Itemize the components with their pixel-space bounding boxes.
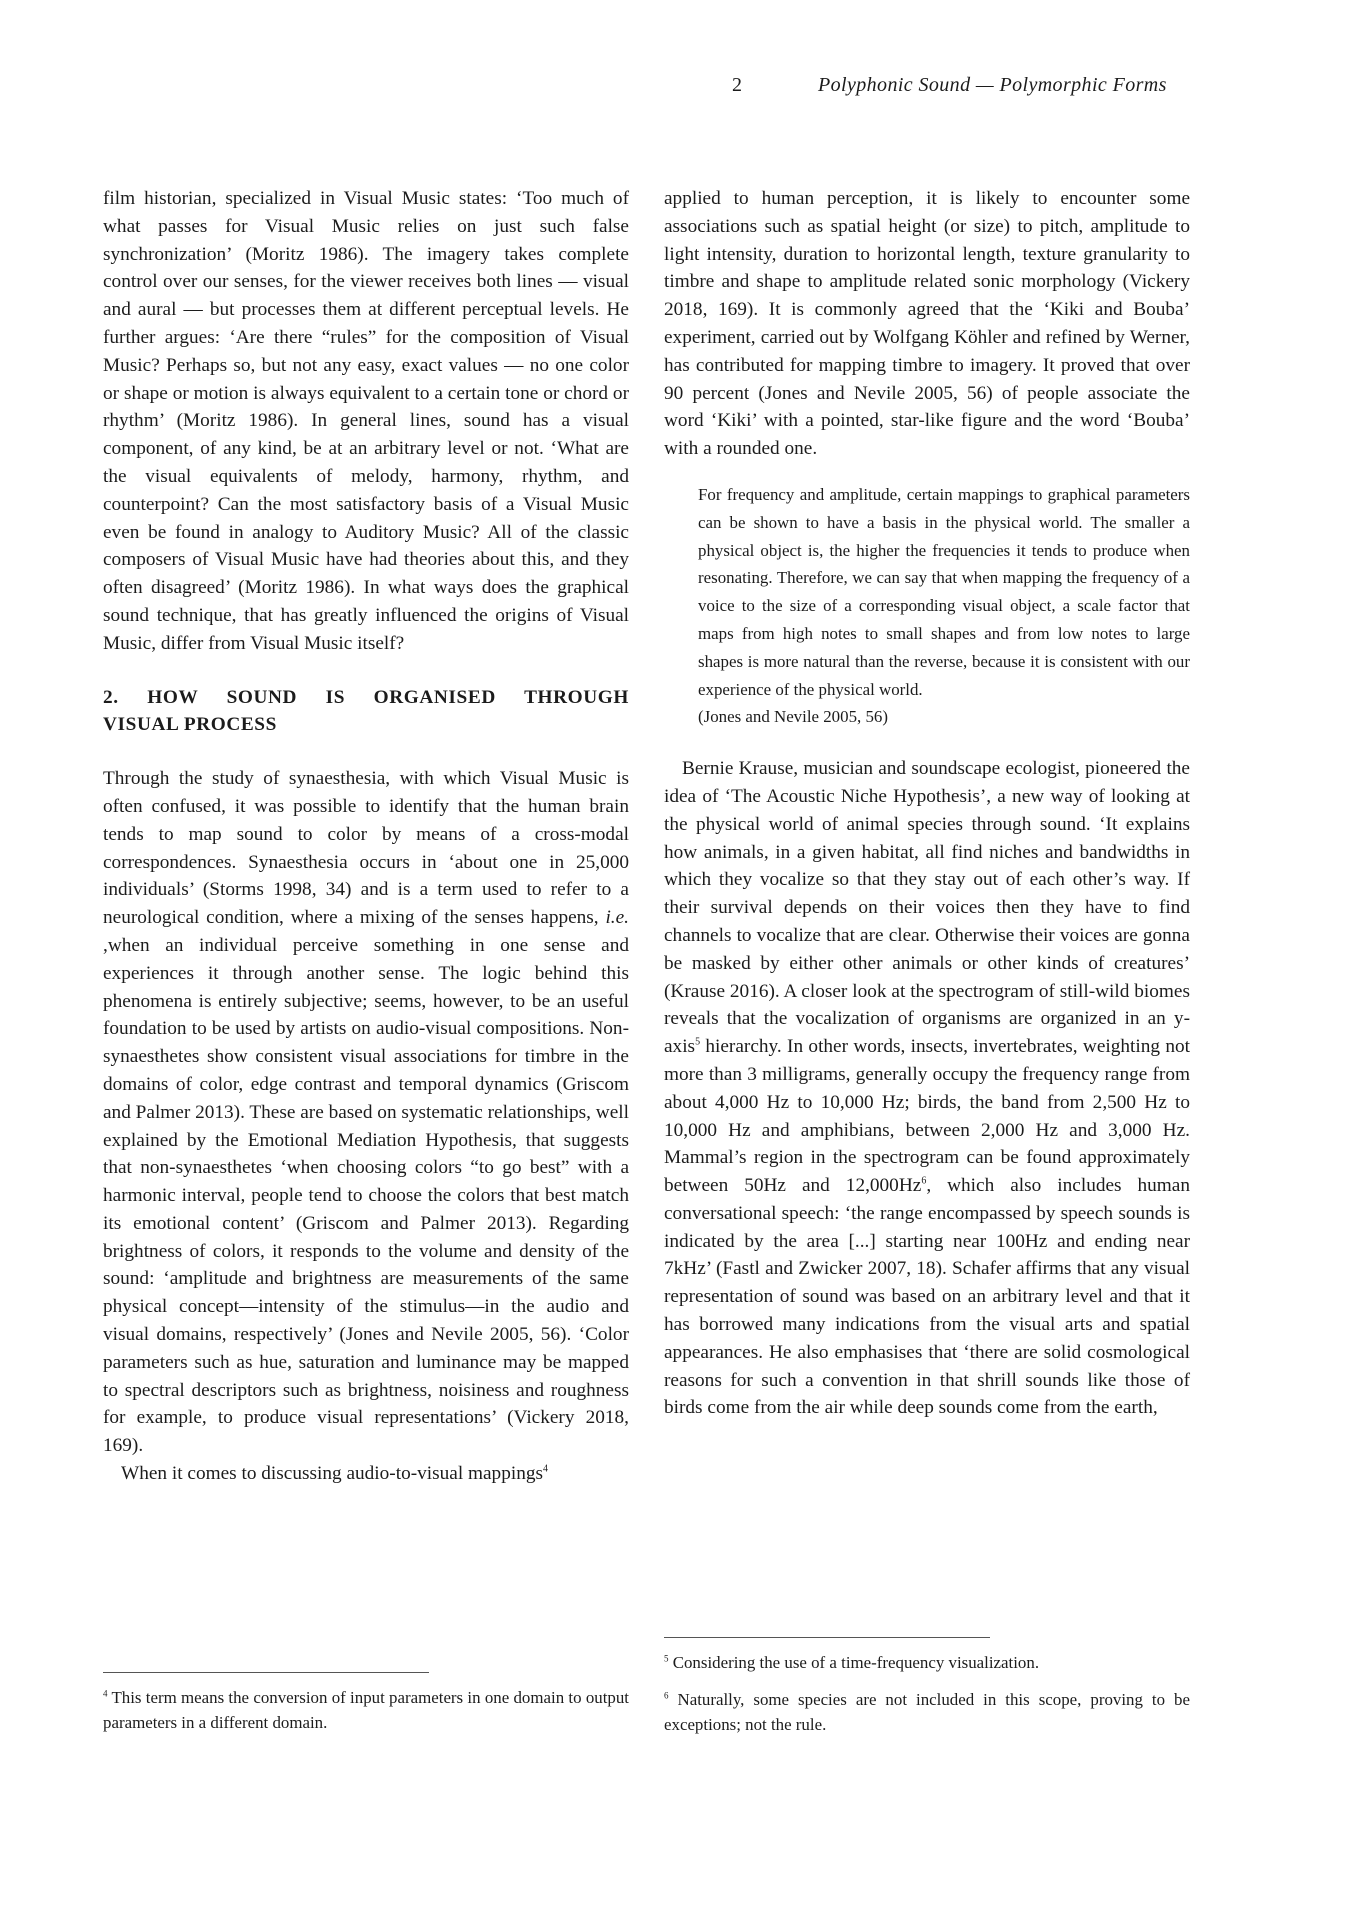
section-heading [103,684,629,740]
running-title: Polyphonic Sound — Polymorphic Forms [818,74,1167,96]
italic-abbreviation: i.e. [605,907,629,929]
footnote-number: 4 [103,1688,108,1699]
page-number: 2 [732,74,742,96]
footnote-ref[interactable]: 5 [695,1036,701,1048]
body-paragraph: Bernie Krause, musician and soundscape ecologist, pioneered the idea of ‘The Acoustic Niche Hypothesis’, a new way of looking at the physical world of animal species through sound. ‘It explains how animals, in a given habitat, all find niches and bandwidths in which they vocalize so that they stay out of each other’s way. If their survival depends on their voices then they have to find channels to vocalize that are clear. Otherwise their voices are gonna be masked by either other animals or other kinds of creatures’ (Krause 2016). A closer look at the spectrogram of still-wild biomes reveals that the vocalization of organisms are organized in an y-axis$^5$ hierarchy. In other words, insects, invertebrates, weighting not more than 3 milligrams, generally occupy the frequency range from about 4,000 Hz to 10,000 Hz; birds, the band from 2,500 Hz to 10,000 Hz and amphibians, between 2,000 Hz and 3,000 Hz. Mammal’s region in the spectrogram can be found approximately between 50Hz and 12,000Hz$^6$, which also includes human conversational speech: ‘the range encompassed by speech sounds is indicated by the area [...] starting near 100Hz and ending near 7kHz’ (Fastl and Zwicker 2007, 18). Schafer affirms that any visual representation of sound was based on an arbitrary level and that it has borrowed many indications from the visual arts and spatial appearances. He also emphasises that ‘there are solid cosmological reasons for such a convention in that shrill sounds like those of birds come from the air while deep sounds come from the earth, [664,758,1190,1419]
right-column [664,185,1190,1422]
running-header [0,74,1354,102]
footnotes-left [103,1672,629,1747]
body-paragraph: When it comes to discussing audio-to-visual mappings$^4$ [121,1463,548,1485]
block-quote-citation: (Jones and Nevile 2005, 56) [698,707,888,727]
footnote: $^6$ Naturally, some species are not included in this scope, proving to be exceptions; not the rule. [664,1690,1190,1734]
body-paragraph: Through the study of synaesthesia, with which Visual Music is often confused, it was possible to identify that the human brain tends to map sound to color by means of a cross-modal correspondences. Synaesthesia occurs in ‘about one in 25,000 individuals’ (Storms 1998, 34) and is a term used to refer to a neurological condition, where a mixing of the senses happens, i.e. ,when an individual perceive something in one sense and experiences it through another sense. The logic behind this phenomena is entirely subjective; seems, however, to be an useful foundation to be used by artists on audio-visual compositions. Non-synaesthetes show consistent visual associations for timbre in the domains of color, edge contrast and temporal dynamics (Griscom and Palmer 2013). These are based on systematic relationships, well explained by the Emotional Mediation Hypothesis, that suggests that non-synaesthetes ‘when choosing colors “to go best” with a harmonic interval, people tend to choose the colors that best match its emotional content’ (Griscom and Palmer 2013). Regarding brightness of colors, it responds to the volume and density of the sound: ‘amplitude and brightness are measurements of the same physical concept—intensity of the stimulus—in the audio and visual domains, respectively’ (Jones and Nevile 2005, 56). ‘Color parameters such as hue, saturation and luminance may be mapped to spectral descriptors such as brightness, noisiness and roughness for example, to produce visual representations’ (Vickery 2018, 169). [103,768,629,1457]
left-column [103,185,629,1488]
footnote: $^4$ This term means the conversion of input parameters in one domain to output parameters in a different domain. [103,1688,629,1732]
footnote-ref[interactable]: 4 [543,1463,548,1475]
section-heading-line: 2. HOW SOUND IS ORGANISED THROUGH [103,686,629,708]
section-heading-line: VISUAL PROCESS [103,714,277,736]
footnote-divider [664,1637,990,1638]
block-quote [664,481,1190,731]
footnotes-right [664,1637,1190,1749]
footnote-number: 5 [664,1653,669,1664]
footnote-number: 6 [664,1690,669,1701]
footnote: $^5$ Considering the use of a time-frequency visualization. [664,1653,1040,1672]
block-quote-text: For frequency and amplitude, certain mappings to graphical parameters can be shown to have a basis in the physical world. The smaller a physical object is, the higher the frequencies it tends to produce when resonating. Therefore, we can say that when mapping the frequency of a voice to the size of a corresponding visual object, a scale factor that maps from high notes to small shapes and from low notes to large shapes is more natural than the reverse, because it is consistent with our experience of the physical world. [698,484,1190,699]
body-paragraph: film historian, specialized in Visual Music states: ‘Too much of what passes for Visual Music relies on just such false synchronization’ (Moritz 1986). The imagery takes complete control over our senses, for the viewer receives both lines — visual and aural — but processes them at different perceptual levels. He further argues: ‘Are there “rules” for the composition of Visual Music? Perhaps so, but not any easy, exact values — no one color or shape or motion is always equivalent to a certain tone or chord or rhythm’ (Moritz 1986). In general lines, sound has a visual component, of any kind, be at an arbitrary level or not. ‘What are the visual equivalents of melody, harmony, rhythm, and counterpoint? Can the most satisfactory basis of a Visual Music even be found in analogy to Auditory Music? All of the classic composers of Visual Music have had theories about this, and they often disagreed’ (Moritz 1986). In what ways does the graphical sound technique, that has greatly influenced the origins of Visual Music, differ from Visual Music itself? [103,188,629,654]
footnote-divider [103,1672,429,1673]
body-paragraph: applied to human perception, it is likely to encounter some associations such as spatial height (or size) to pitch, amplitude to light intensity, duration to horizontal length, texture granularity to timbre and shape to amplitude related sonic morphology (Vickery 2018, 169). It is commonly agreed that the ‘Kiki and Bouba’ experiment, carried out by Wolfgang Köhler and refined by Werner, has contributed for mapping timbre to imagery. It proved that over 90 percent (Jones and Nevile 2005, 56) of people associate the word ‘Kiki’ with a pointed, star-like figure and the word ‘Bouba’ with a rounded one. [664,188,1190,460]
footnote-ref[interactable]: 6 [921,1175,927,1187]
